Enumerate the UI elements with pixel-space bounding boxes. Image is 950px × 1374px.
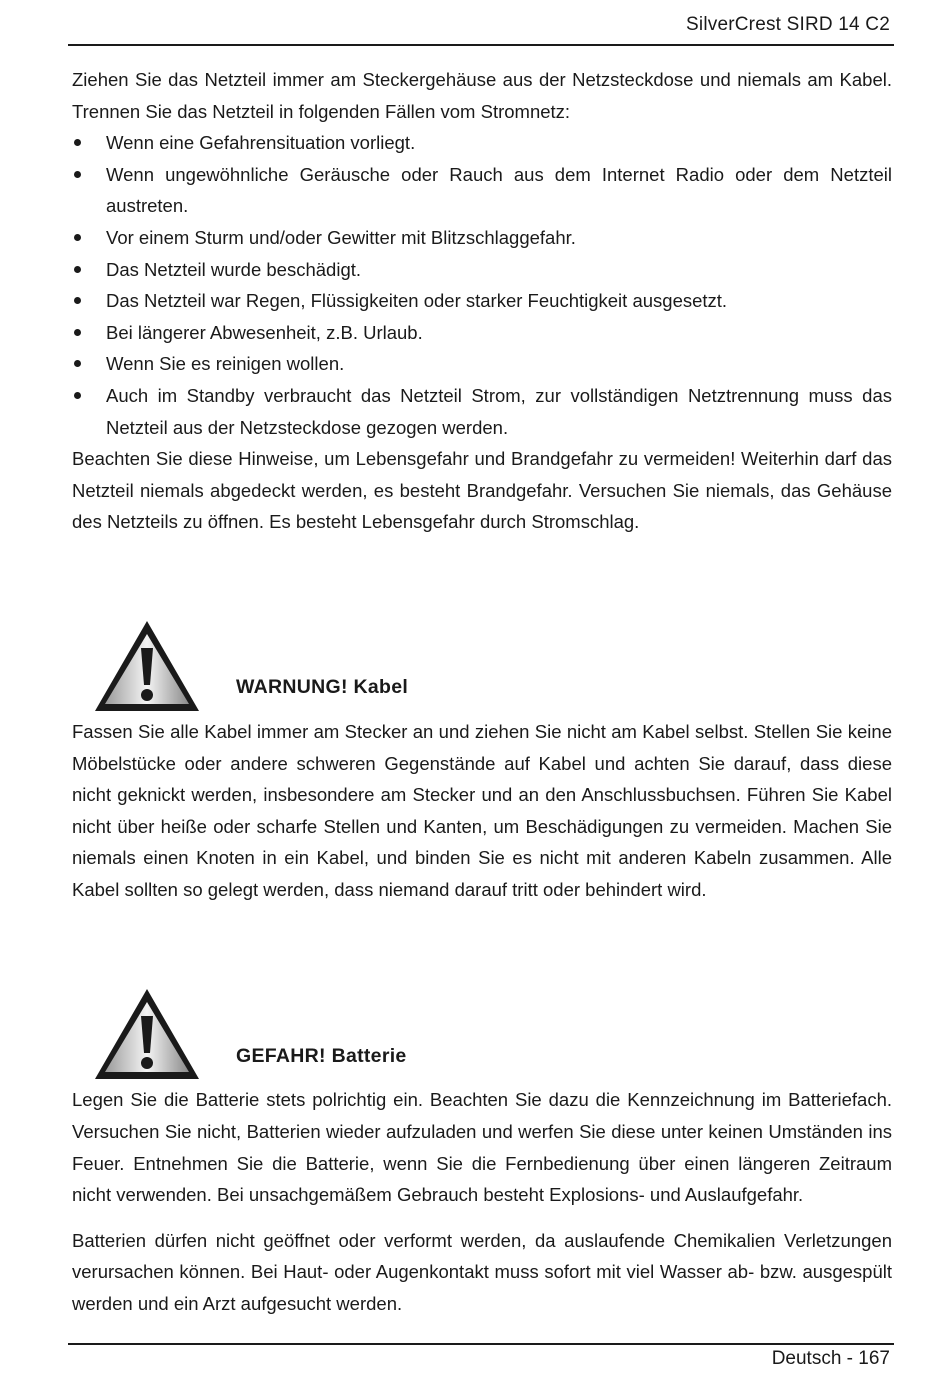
unplug-conditions-list bbox=[72, 127, 892, 443]
bullet-icon bbox=[74, 139, 81, 146]
bullet-icon bbox=[74, 360, 81, 367]
list-item: Vor einem Sturm und/oder Gewitter mit Blitzschlaggefahr. bbox=[72, 222, 892, 254]
bullet-icon bbox=[74, 234, 81, 241]
document-header-title: SilverCrest SIRD 14 C2 bbox=[686, 14, 890, 35]
header-divider bbox=[68, 44, 894, 46]
bullet-icon bbox=[74, 266, 81, 273]
danger-battery-text-2: Batterien dürfen nicht geöffnet oder verformt werden, da auslaufende Chemikalien Verletzungen verursachen können. Bei Haut- oder Augenkontakt muss sofort mit viel Wasser ab- bzw. ausgespült werden und ein Arzt aufgesucht werden. bbox=[72, 1229, 892, 1315]
bullet-icon bbox=[74, 329, 81, 336]
section-spacer bbox=[72, 538, 892, 618]
safety-notice-paragraph: Beachten Sie diese Hinweise, um Lebensgefahr und Brandgefahr zu vermeiden! Weiterhin darf das Netzteil niemals abgedeckt werden, es besteht Brandgefahr. Versuchen Sie niemals, das Gehäuse des Netzteils zu öffnen. Es besteht Lebensgefahr durch Stromschlag. bbox=[72, 448, 892, 533]
page-body bbox=[72, 64, 892, 1320]
list-item: Wenn eine Gefahrensituation vorliegt. bbox=[72, 127, 892, 159]
list-item: Das Netzteil war Regen, Flüssigkeiten oder starker Feuchtigkeit ausgesetzt. bbox=[72, 285, 892, 317]
list-item: Auch im Standby verbraucht das Netzteil Strom, zur vollständigen Netztrennung muss das Netzteil aus der Netzsteckdose gezogen werden. bbox=[72, 380, 892, 443]
list-item: Das Netzteil wurde beschädigt. bbox=[72, 254, 892, 286]
danger-battery-heading-block bbox=[72, 986, 892, 1084]
bullet-icon bbox=[74, 171, 81, 178]
list-item: Wenn ungewöhnliche Geräusche oder Rauch aus dem Internet Radio oder dem Netzteil austreten. bbox=[72, 159, 892, 222]
bullet-icon bbox=[74, 392, 81, 399]
page-footer: Deutsch - 167 bbox=[771, 1348, 890, 1369]
danger-battery-text-1: Legen Sie die Batterie stets polrichtig ein. Beachten Sie dazu die Kennzeichnung im Batteriefach. Versuchen Sie nicht, Batterien wieder aufzuladen und werfen Sie diese unter keinen Umständen ins Feuer. Entnehmen Sie die Batterie, wenn Sie die Fernbedienung über einen längeren Zeitraum nicht verwenden. Bei unsachgemäßem Gebrauch besteht Explosions- und Auslaufgefahr. bbox=[72, 1089, 892, 1206]
footer-divider bbox=[68, 1343, 894, 1345]
warning-triangle-icon bbox=[92, 986, 202, 1082]
warning-cable-heading-block bbox=[72, 618, 892, 716]
warning-cable-text: Fassen Sie alle Kabel immer am Stecker an und ziehen Sie nicht am Kabel selbst. Stellen Sie keine Möbelstücke oder andere schweren Gegenstände auf Kabel und achten Sie darauf, dass diese nicht geknickt werden, insbesondere am Stecker und an den Anschlussbuchsen. Führen Sie Kabel nicht über heiße oder scharfe Stellen und Kanten, um Beschädigungen zu vermeiden. Machen Sie niemals einen Knoten in ein Kabel, und binden Sie es nicht mit anderen Kabeln zusammen. Alle Kabel sollten so gelegt werden, dass niemand darauf tritt oder behindert wird. bbox=[72, 720, 892, 900]
section-spacer bbox=[72, 905, 892, 986]
list-item: Wenn Sie es reinigen wollen. bbox=[72, 348, 892, 380]
danger-battery-heading: GEFAHR! Batterie bbox=[236, 1044, 407, 1067]
warning-triangle-icon bbox=[92, 618, 202, 714]
intro-paragraph: Ziehen Sie das Netzteil immer am Steckergehäuse aus der Netzsteckdose und niemals am Kabel. Trennen Sie das Netzteil in folgenden Fällen vom Stromnetz: bbox=[72, 69, 892, 122]
bullet-icon bbox=[74, 297, 81, 304]
paragraph-spacer bbox=[72, 1211, 892, 1225]
list-item: Bei längerer Abwesenheit, z.B. Urlaub. bbox=[72, 317, 892, 349]
warning-cable-heading: WARNUNG! Kabel bbox=[236, 676, 409, 699]
